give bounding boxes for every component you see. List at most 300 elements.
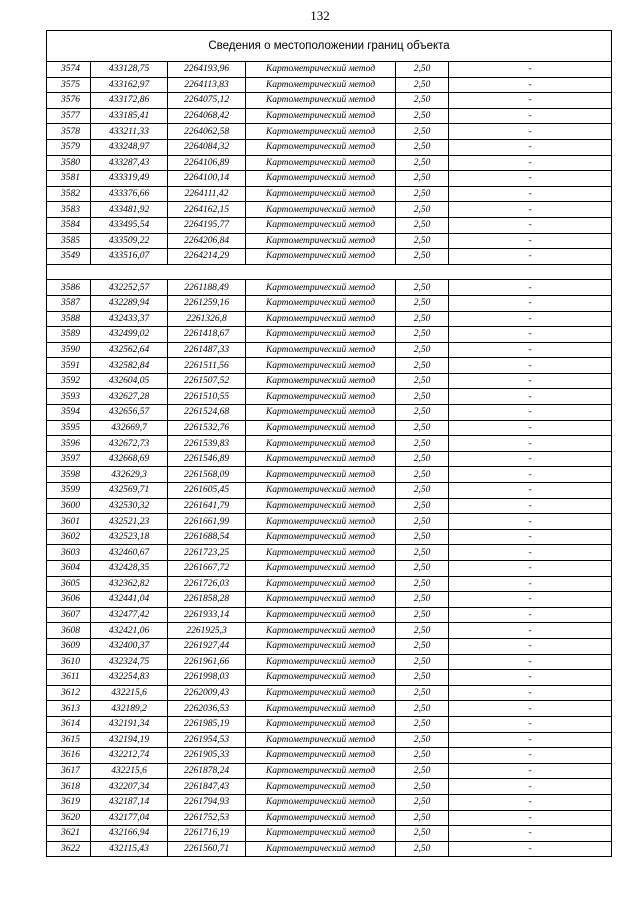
method-cell: Картометрический метод: [246, 670, 396, 686]
accuracy-cell: 2,50: [396, 93, 449, 109]
x-coordinate-cell: 433185,41: [91, 108, 168, 124]
table-row: [47, 420, 612, 436]
method-cell: Картометрический метод: [246, 607, 396, 623]
x-coordinate-cell: 432530,32: [91, 498, 168, 514]
table-row: [47, 155, 612, 171]
point-number-cell: 3609: [47, 638, 91, 654]
point-number-cell: 3576: [47, 93, 91, 109]
table-row: [47, 685, 612, 701]
accuracy-cell: 2,50: [396, 342, 449, 358]
point-number-cell: 3613: [47, 701, 91, 717]
y-coordinate-cell: 2261858,28: [168, 592, 246, 608]
accuracy-cell: 2,50: [396, 186, 449, 202]
description-cell: -: [449, 311, 612, 327]
x-coordinate-cell: 432400,37: [91, 638, 168, 654]
point-number-cell: 3579: [47, 139, 91, 155]
accuracy-cell: 2,50: [396, 638, 449, 654]
point-number-cell: 3600: [47, 498, 91, 514]
point-number-cell: 3614: [47, 716, 91, 732]
accuracy-cell: 2,50: [396, 498, 449, 514]
x-coordinate-cell: 432523,18: [91, 529, 168, 545]
table-row: [47, 592, 612, 608]
contour-separator-row: [47, 264, 612, 280]
y-coordinate-cell: 2261998,03: [168, 670, 246, 686]
point-number-cell: 3589: [47, 327, 91, 343]
table-row: [47, 498, 612, 514]
method-cell: Картометрический метод: [246, 763, 396, 779]
table-row: [47, 779, 612, 795]
description-cell: -: [449, 124, 612, 140]
y-coordinate-cell: 2261961,66: [168, 654, 246, 670]
point-number-cell: 3582: [47, 186, 91, 202]
x-coordinate-cell: 433287,43: [91, 155, 168, 171]
method-cell: Картометрический метод: [246, 373, 396, 389]
x-coordinate-cell: 433211,33: [91, 124, 168, 140]
x-coordinate-cell: 432289,94: [91, 295, 168, 311]
method-cell: Картометрический метод: [246, 841, 396, 857]
description-cell: -: [449, 701, 612, 717]
table-row: [47, 841, 612, 857]
x-coordinate-cell: 432166,94: [91, 826, 168, 842]
accuracy-cell: 2,50: [396, 155, 449, 171]
accuracy-cell: 2,50: [396, 623, 449, 639]
y-coordinate-cell: 2264206,84: [168, 233, 246, 249]
point-number-cell: 3618: [47, 779, 91, 795]
accuracy-cell: 2,50: [396, 358, 449, 374]
table-row: [47, 186, 612, 202]
table-row: [47, 483, 612, 499]
table-row: [47, 561, 612, 577]
method-cell: Картометрический метод: [246, 420, 396, 436]
accuracy-cell: 2,50: [396, 77, 449, 93]
description-cell: -: [449, 623, 612, 639]
y-coordinate-cell: 2261661,99: [168, 514, 246, 530]
point-number-cell: 3598: [47, 467, 91, 483]
point-number-cell: 3575: [47, 77, 91, 93]
accuracy-cell: 2,50: [396, 748, 449, 764]
table-row: [47, 389, 612, 405]
x-coordinate-cell: 432421,06: [91, 623, 168, 639]
description-cell: -: [449, 233, 612, 249]
method-cell: Картометрический метод: [246, 794, 396, 810]
method-cell: Картометрический метод: [246, 405, 396, 421]
table-row: [47, 108, 612, 124]
description-cell: -: [449, 810, 612, 826]
y-coordinate-cell: 2261933,14: [168, 607, 246, 623]
table-row: [47, 732, 612, 748]
x-coordinate-cell: 432207,34: [91, 779, 168, 795]
description-cell: -: [449, 654, 612, 670]
x-coordinate-cell: 432499,02: [91, 327, 168, 343]
method-cell: Картометрический метод: [246, 280, 396, 296]
table-row: [47, 794, 612, 810]
x-coordinate-cell: 432521,23: [91, 514, 168, 530]
x-coordinate-cell: 433128,75: [91, 62, 168, 78]
method-cell: Картометрический метод: [246, 529, 396, 545]
x-coordinate-cell: 432441,04: [91, 592, 168, 608]
point-number-cell: 3619: [47, 794, 91, 810]
y-coordinate-cell: 2261847,43: [168, 779, 246, 795]
description-cell: -: [449, 732, 612, 748]
y-coordinate-cell: 2261726,03: [168, 576, 246, 592]
x-coordinate-cell: 432191,34: [91, 716, 168, 732]
x-coordinate-cell: 433376,66: [91, 186, 168, 202]
point-number-cell: 3617: [47, 763, 91, 779]
table-row: [47, 77, 612, 93]
table-row: [47, 249, 612, 265]
table-row: [47, 280, 612, 296]
x-coordinate-cell: 433495,54: [91, 217, 168, 233]
table-row: [47, 701, 612, 717]
accuracy-cell: 2,50: [396, 794, 449, 810]
description-cell: -: [449, 592, 612, 608]
y-coordinate-cell: 2261794,93: [168, 794, 246, 810]
method-cell: Картометрический метод: [246, 810, 396, 826]
method-cell: Картометрический метод: [246, 498, 396, 514]
point-number-cell: 3583: [47, 202, 91, 218]
x-coordinate-cell: 432656,57: [91, 405, 168, 421]
accuracy-cell: 2,50: [396, 841, 449, 857]
description-cell: -: [449, 93, 612, 109]
table-row: [47, 607, 612, 623]
point-number-cell: 3604: [47, 561, 91, 577]
point-number-cell: 3594: [47, 405, 91, 421]
y-coordinate-cell: 2261752,53: [168, 810, 246, 826]
table-row: [47, 124, 612, 140]
x-coordinate-cell: 432562,64: [91, 342, 168, 358]
method-cell: Картометрический метод: [246, 295, 396, 311]
y-coordinate-cell: 2261605,45: [168, 483, 246, 499]
y-coordinate-cell: 2261927,44: [168, 638, 246, 654]
point-number-cell: 3574: [47, 62, 91, 78]
description-cell: -: [449, 514, 612, 530]
accuracy-cell: 2,50: [396, 576, 449, 592]
point-number-cell: 3606: [47, 592, 91, 608]
table-row: [47, 93, 612, 109]
accuracy-cell: 2,50: [396, 436, 449, 452]
y-coordinate-cell: 2261560,71: [168, 841, 246, 857]
method-cell: Картометрический метод: [246, 732, 396, 748]
table-row: [47, 171, 612, 187]
x-coordinate-cell: 432115,43: [91, 841, 168, 857]
y-coordinate-cell: 2261511,56: [168, 358, 246, 374]
accuracy-cell: 2,50: [396, 295, 449, 311]
method-cell: Картометрический метод: [246, 233, 396, 249]
point-number-cell: 3549: [47, 249, 91, 265]
y-coordinate-cell: 2261539,83: [168, 436, 246, 452]
table-row: [47, 373, 612, 389]
point-number-cell: 3587: [47, 295, 91, 311]
y-coordinate-cell: 2261905,33: [168, 748, 246, 764]
x-coordinate-cell: 433162,97: [91, 77, 168, 93]
method-cell: Картометрический метод: [246, 249, 396, 265]
x-coordinate-cell: 432215,6: [91, 763, 168, 779]
accuracy-cell: 2,50: [396, 62, 449, 78]
method-cell: Картометрический метод: [246, 436, 396, 452]
y-coordinate-cell: 2261985,19: [168, 716, 246, 732]
accuracy-cell: 2,50: [396, 732, 449, 748]
description-cell: -: [449, 545, 612, 561]
description-cell: -: [449, 794, 612, 810]
y-coordinate-cell: 2261487,33: [168, 342, 246, 358]
accuracy-cell: 2,50: [396, 202, 449, 218]
table-row: [47, 514, 612, 530]
description-cell: -: [449, 483, 612, 499]
boundary-coordinates-table: [46, 30, 612, 857]
description-cell: -: [449, 295, 612, 311]
point-number-cell: 3610: [47, 654, 91, 670]
y-coordinate-cell: 2261954,53: [168, 732, 246, 748]
method-cell: Картометрический метод: [246, 545, 396, 561]
description-cell: -: [449, 327, 612, 343]
accuracy-cell: 2,50: [396, 670, 449, 686]
x-coordinate-cell: 432629,3: [91, 467, 168, 483]
description-cell: -: [449, 841, 612, 857]
y-coordinate-cell: 2262009,43: [168, 685, 246, 701]
x-coordinate-cell: 432569,71: [91, 483, 168, 499]
y-coordinate-cell: 2261326,8: [168, 311, 246, 327]
accuracy-cell: 2,50: [396, 139, 449, 155]
y-coordinate-cell: 2264106,89: [168, 155, 246, 171]
description-cell: -: [449, 451, 612, 467]
accuracy-cell: 2,50: [396, 389, 449, 405]
table-row: [47, 405, 612, 421]
point-number-cell: 3577: [47, 108, 91, 124]
y-coordinate-cell: 2261641,79: [168, 498, 246, 514]
y-coordinate-cell: 2261568,09: [168, 467, 246, 483]
point-number-cell: 3603: [47, 545, 91, 561]
method-cell: Картометрический метод: [246, 685, 396, 701]
method-cell: Картометрический метод: [246, 654, 396, 670]
y-coordinate-cell: 2264100,14: [168, 171, 246, 187]
x-coordinate-cell: 432252,57: [91, 280, 168, 296]
method-cell: Картометрический метод: [246, 311, 396, 327]
point-number-cell: 3584: [47, 217, 91, 233]
accuracy-cell: 2,50: [396, 467, 449, 483]
point-number-cell: 3593: [47, 389, 91, 405]
point-number-cell: 3588: [47, 311, 91, 327]
table-row: [47, 576, 612, 592]
separator-cell: [47, 264, 612, 280]
accuracy-cell: 2,50: [396, 327, 449, 343]
accuracy-cell: 2,50: [396, 405, 449, 421]
point-number-cell: 3611: [47, 670, 91, 686]
x-coordinate-cell: 433248,97: [91, 139, 168, 155]
x-coordinate-cell: 433172,86: [91, 93, 168, 109]
y-coordinate-cell: 2264195,77: [168, 217, 246, 233]
method-cell: Картометрический метод: [246, 716, 396, 732]
y-coordinate-cell: 2261507,52: [168, 373, 246, 389]
table-row: [47, 467, 612, 483]
table-row: [47, 233, 612, 249]
description-cell: -: [449, 358, 612, 374]
point-number-cell: 3585: [47, 233, 91, 249]
y-coordinate-cell: 2261510,55: [168, 389, 246, 405]
x-coordinate-cell: 432672,73: [91, 436, 168, 452]
x-coordinate-cell: 432477,42: [91, 607, 168, 623]
method-cell: Картометрический метод: [246, 77, 396, 93]
accuracy-cell: 2,50: [396, 826, 449, 842]
description-cell: -: [449, 186, 612, 202]
method-cell: Картометрический метод: [246, 748, 396, 764]
x-coordinate-cell: 432582,84: [91, 358, 168, 374]
description-cell: -: [449, 576, 612, 592]
description-cell: -: [449, 139, 612, 155]
table-row: [47, 295, 612, 311]
method-cell: Картометрический метод: [246, 779, 396, 795]
description-cell: -: [449, 529, 612, 545]
method-cell: Картометрический метод: [246, 217, 396, 233]
method-cell: Картометрический метод: [246, 108, 396, 124]
description-cell: -: [449, 62, 612, 78]
y-coordinate-cell: 2261667,72: [168, 561, 246, 577]
accuracy-cell: 2,50: [396, 249, 449, 265]
accuracy-cell: 2,50: [396, 108, 449, 124]
table-row: [47, 311, 612, 327]
description-cell: -: [449, 716, 612, 732]
x-coordinate-cell: 432194,19: [91, 732, 168, 748]
description-cell: -: [449, 171, 612, 187]
x-coordinate-cell: 432669,7: [91, 420, 168, 436]
point-number-cell: 3580: [47, 155, 91, 171]
method-cell: Картометрический метод: [246, 93, 396, 109]
table-title-row: [47, 31, 612, 62]
accuracy-cell: 2,50: [396, 311, 449, 327]
x-coordinate-cell: 432627,28: [91, 389, 168, 405]
point-number-cell: 3599: [47, 483, 91, 499]
y-coordinate-cell: 2261418,67: [168, 327, 246, 343]
description-cell: -: [449, 342, 612, 358]
table-row: [47, 139, 612, 155]
x-coordinate-cell: 433319,49: [91, 171, 168, 187]
method-cell: Картометрический метод: [246, 561, 396, 577]
point-number-cell: 3616: [47, 748, 91, 764]
table-row: [47, 623, 612, 639]
description-cell: -: [449, 373, 612, 389]
method-cell: Картометрический метод: [246, 62, 396, 78]
y-coordinate-cell: 2264111,42: [168, 186, 246, 202]
y-coordinate-cell: 2264193,96: [168, 62, 246, 78]
x-coordinate-cell: 432254,83: [91, 670, 168, 686]
description-cell: -: [449, 249, 612, 265]
description-cell: -: [449, 405, 612, 421]
method-cell: Картометрический метод: [246, 124, 396, 140]
accuracy-cell: 2,50: [396, 483, 449, 499]
y-coordinate-cell: 2264062,58: [168, 124, 246, 140]
table-row: [47, 436, 612, 452]
accuracy-cell: 2,50: [396, 420, 449, 436]
method-cell: Картометрический метод: [246, 171, 396, 187]
y-coordinate-cell: 2261188,49: [168, 280, 246, 296]
table-row: [47, 654, 612, 670]
accuracy-cell: 2,50: [396, 171, 449, 187]
accuracy-cell: 2,50: [396, 810, 449, 826]
accuracy-cell: 2,50: [396, 561, 449, 577]
table-row: [47, 342, 612, 358]
x-coordinate-cell: 433509,22: [91, 233, 168, 249]
x-coordinate-cell: 432433,37: [91, 311, 168, 327]
method-cell: Картометрический метод: [246, 623, 396, 639]
description-cell: -: [449, 607, 612, 623]
point-number-cell: 3612: [47, 685, 91, 701]
point-number-cell: 3590: [47, 342, 91, 358]
y-coordinate-cell: 2262036,53: [168, 701, 246, 717]
description-cell: -: [449, 748, 612, 764]
method-cell: Картометрический метод: [246, 576, 396, 592]
table-row: [47, 670, 612, 686]
table-row: [47, 529, 612, 545]
table-row: [47, 810, 612, 826]
point-number-cell: 3597: [47, 451, 91, 467]
point-number-cell: 3596: [47, 436, 91, 452]
description-cell: -: [449, 779, 612, 795]
description-cell: -: [449, 108, 612, 124]
method-cell: Картометрический метод: [246, 514, 396, 530]
accuracy-cell: 2,50: [396, 685, 449, 701]
accuracy-cell: 2,50: [396, 701, 449, 717]
point-number-cell: 3608: [47, 623, 91, 639]
method-cell: Картометрический метод: [246, 467, 396, 483]
table-row: [47, 545, 612, 561]
description-cell: -: [449, 280, 612, 296]
description-cell: -: [449, 763, 612, 779]
description-cell: -: [449, 638, 612, 654]
table-row: [47, 638, 612, 654]
point-number-cell: 3621: [47, 826, 91, 842]
table-title: Сведения о местоположении границ объекта: [47, 31, 612, 62]
accuracy-cell: 2,50: [396, 217, 449, 233]
method-cell: Картометрический метод: [246, 358, 396, 374]
point-number-cell: 3592: [47, 373, 91, 389]
point-number-cell: 3591: [47, 358, 91, 374]
accuracy-cell: 2,50: [396, 233, 449, 249]
y-coordinate-cell: 2264113,83: [168, 77, 246, 93]
description-cell: -: [449, 498, 612, 514]
point-number-cell: 3578: [47, 124, 91, 140]
description-cell: -: [449, 155, 612, 171]
x-coordinate-cell: 432428,35: [91, 561, 168, 577]
description-cell: -: [449, 77, 612, 93]
method-cell: Картометрический метод: [246, 638, 396, 654]
method-cell: Картометрический метод: [246, 139, 396, 155]
x-coordinate-cell: 432668,69: [91, 451, 168, 467]
x-coordinate-cell: 433481,92: [91, 202, 168, 218]
point-number-cell: 3615: [47, 732, 91, 748]
accuracy-cell: 2,50: [396, 373, 449, 389]
accuracy-cell: 2,50: [396, 529, 449, 545]
accuracy-cell: 2,50: [396, 514, 449, 530]
x-coordinate-cell: 432362,82: [91, 576, 168, 592]
method-cell: Картометрический метод: [246, 186, 396, 202]
method-cell: Картометрический метод: [246, 701, 396, 717]
x-coordinate-cell: 432460,67: [91, 545, 168, 561]
accuracy-cell: 2,50: [396, 124, 449, 140]
description-cell: -: [449, 561, 612, 577]
method-cell: Картометрический метод: [246, 202, 396, 218]
method-cell: Картометрический метод: [246, 389, 396, 405]
x-coordinate-cell: 432215,6: [91, 685, 168, 701]
description-cell: -: [449, 202, 612, 218]
method-cell: Картометрический метод: [246, 155, 396, 171]
accuracy-cell: 2,50: [396, 607, 449, 623]
table-row: [47, 327, 612, 343]
x-coordinate-cell: 432324,75: [91, 654, 168, 670]
accuracy-cell: 2,50: [396, 592, 449, 608]
accuracy-cell: 2,50: [396, 779, 449, 795]
method-cell: Картометрический метод: [246, 826, 396, 842]
table-row: [47, 202, 612, 218]
point-number-cell: 3620: [47, 810, 91, 826]
